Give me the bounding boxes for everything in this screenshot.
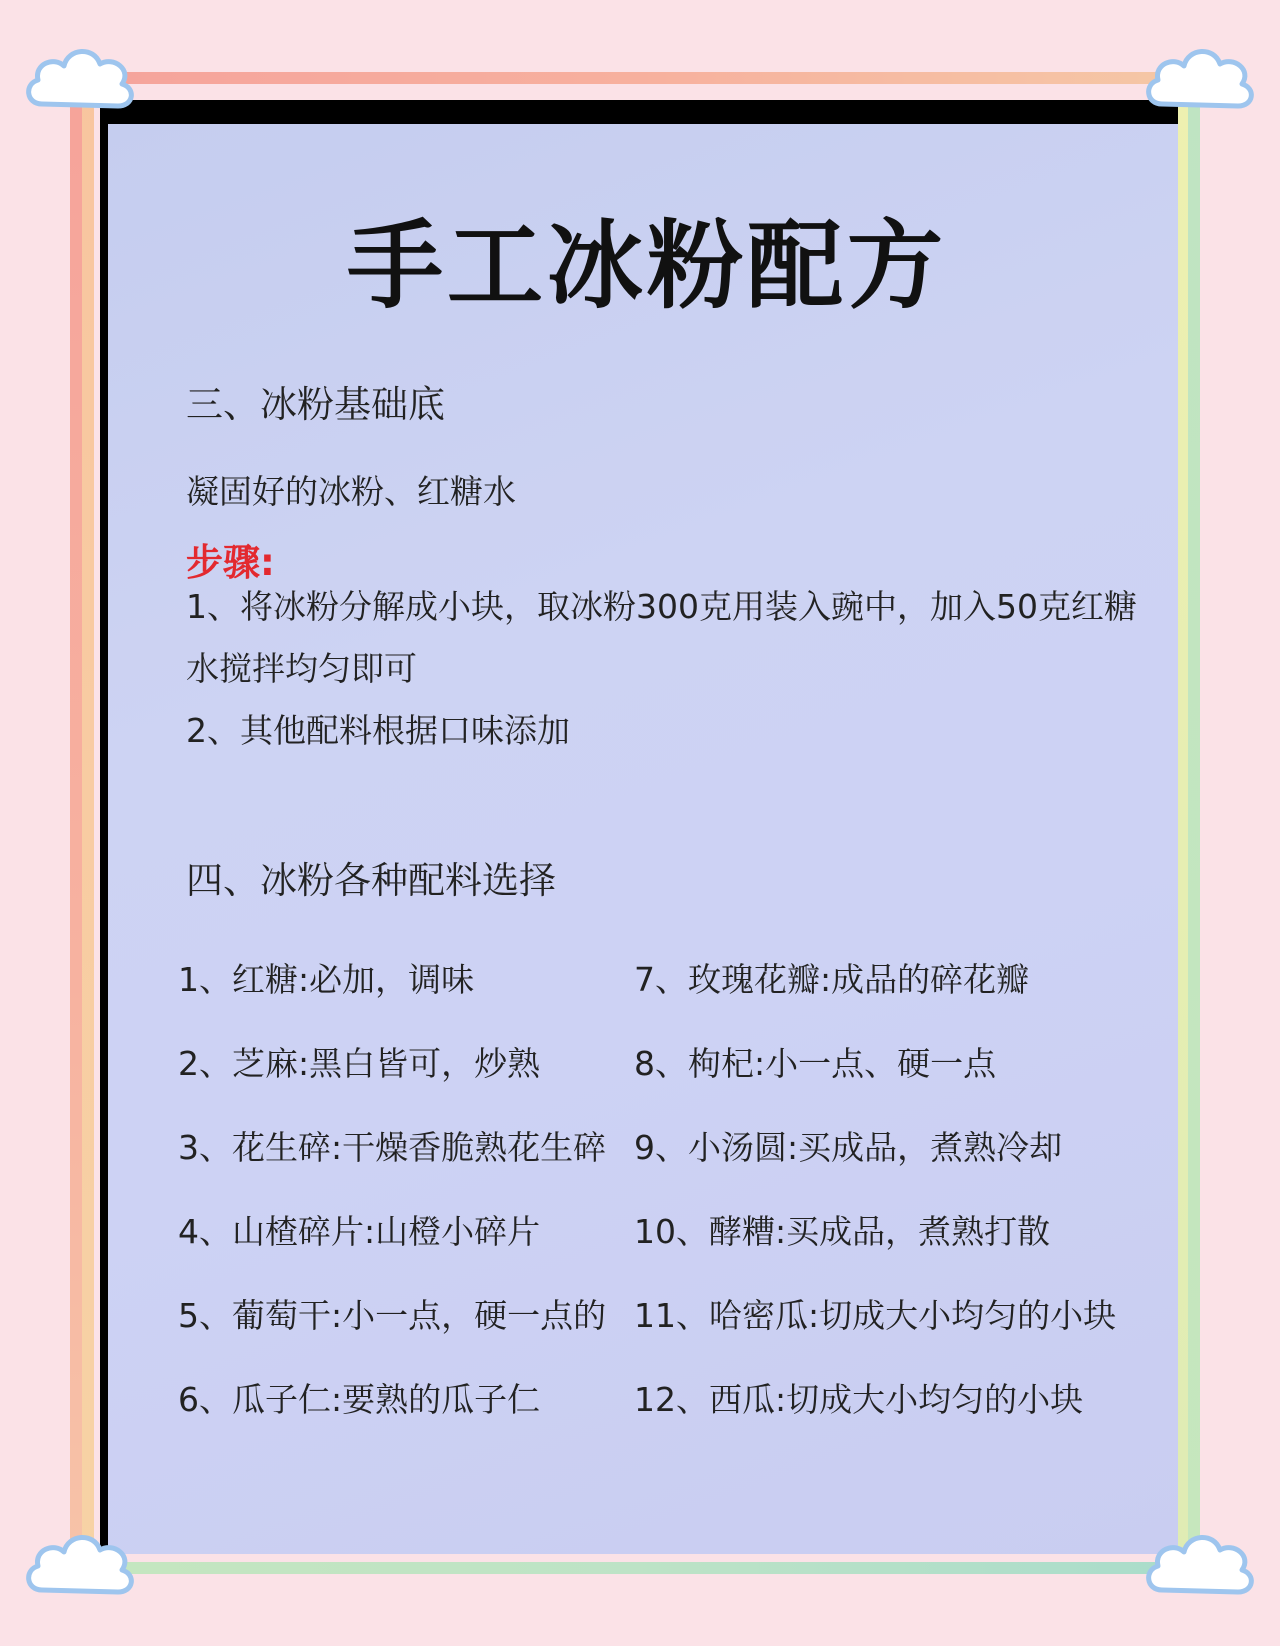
frame-stripe-top bbox=[70, 72, 1200, 84]
cloud-icon bbox=[1140, 1520, 1260, 1610]
topping-item: 6、瓜子仁:要熟的瓜子仁 bbox=[178, 1380, 541, 1419]
topping-item: 4、山楂碎片:山橙小碎片 bbox=[178, 1212, 541, 1251]
page-title: 手工冰粉配方 bbox=[347, 210, 947, 322]
topping-item: 11、哈密瓜:切成大小均匀的小块 bbox=[634, 1296, 1117, 1335]
cloud-icon bbox=[20, 34, 140, 124]
step-1: 1、将冰粉分解成小块，取冰粉300克用装入豌中，加入50克红糖水搅拌均匀即可 bbox=[186, 587, 1137, 688]
frame-stripe-right bbox=[1188, 74, 1200, 1574]
step-2: 2、其他配料根据口味添加 bbox=[186, 711, 570, 750]
steps-label: 步骤: bbox=[186, 541, 275, 584]
topping-item: 5、葡萄干:小一点，硬一点的 bbox=[178, 1296, 607, 1335]
section-heading-toppings: 四、冰粉各种配料选择 bbox=[186, 859, 556, 902]
content-card bbox=[100, 100, 1178, 1554]
topping-item: 9、小汤圆:买成品，煮熟冷却 bbox=[634, 1128, 1063, 1167]
frame-stripe-bottom bbox=[70, 1562, 1200, 1574]
frame-stripe-left bbox=[70, 74, 82, 1574]
base-ingredients: 凝固好的冰粉、红糖水 bbox=[186, 472, 516, 511]
topping-item: 7、玫瑰花瓣:成品的碎花瓣 bbox=[634, 960, 1030, 999]
topping-item: 2、芝麻:黑白皆可，炒熟 bbox=[178, 1044, 541, 1083]
topping-item: 1、红糖:必加，调味 bbox=[178, 960, 475, 999]
cloud-icon bbox=[20, 1520, 140, 1610]
topping-item: 12、西瓜:切成大小均匀的小块 bbox=[634, 1380, 1084, 1419]
section-heading-base: 三、冰粉基础底 bbox=[186, 383, 445, 426]
topping-item: 10、酵糟:买成品，煮熟打散 bbox=[634, 1212, 1051, 1251]
cloud-icon bbox=[1140, 34, 1260, 124]
topping-item: 3、花生碎:干燥香脆熟花生碎 bbox=[178, 1128, 607, 1167]
frame-stripe-left-inner bbox=[82, 74, 94, 1574]
topping-item: 8、枸杞:小一点、硬一点 bbox=[634, 1044, 997, 1083]
